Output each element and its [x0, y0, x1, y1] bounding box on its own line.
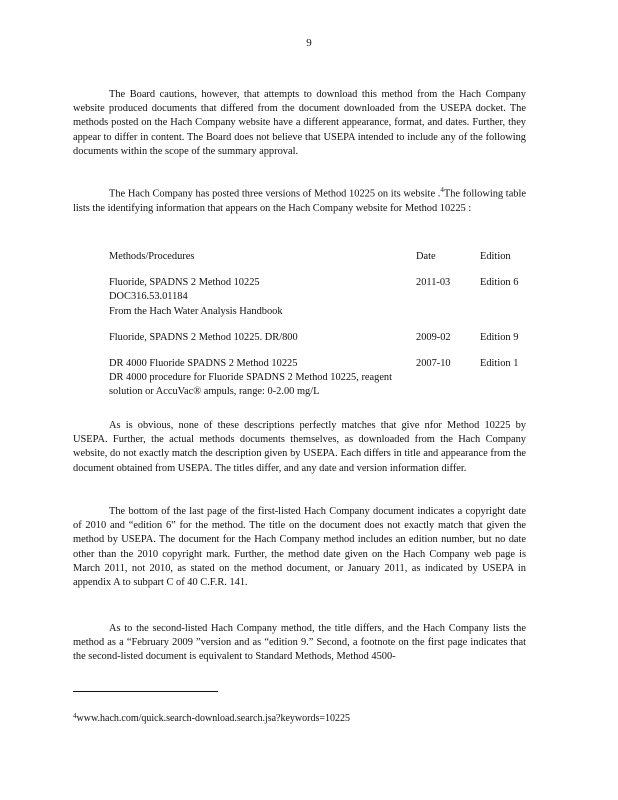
paragraph-text: The Board cautions, however, that attempts to download this method from the Hach Company website produced documents that differed from the document downloaded from the USEPA docket. The methods posted on the Hach Company website have a different appearance, format, and dates. Further, they appear to differ in content. The Board does not believe that USEPA intended to include any of the following documents within the scope of the summary approval.: [73, 89, 526, 157]
paragraph-bottom-of-last-page: [73, 505, 526, 590]
paragraph-board-cautions: [73, 88, 526, 159]
edition-cell: Edition 9: [480, 331, 519, 343]
method-line: DOC316.53.01184: [109, 291, 188, 303]
method-cell: [109, 357, 409, 400]
header-edition: Edition: [480, 251, 511, 262]
paragraph-second-listed: [73, 622, 526, 665]
paragraph-text: As to the second-listed Hach Company method, the title differs, and the Hach Company lists the method as a “February 2009 ”version and as “edition 9.” Second, a footnote on the first page indicates that the second-listed document is equivalent to Standard Methods, Method 4500-: [73, 623, 526, 663]
methods-table: [109, 250, 529, 412]
method-cell: [109, 331, 409, 345]
paragraph-hach-versions: [73, 186, 526, 216]
date-cell: 2009-02: [416, 331, 451, 343]
paragraph-as-is-obvious: [73, 419, 526, 476]
method-line: Fluoride, SPADNS 2 Method 10225. DR/800: [109, 331, 298, 343]
header-methods: Methods/Procedures: [109, 251, 195, 262]
header-date: Date: [416, 251, 436, 262]
table-row: [109, 276, 529, 319]
method-line: DR 4000 procedure for Fluoride SPADNS 2 Method 10225, reagent solution or AccuVac® ampuls, range: 0-2.00 mg/L: [109, 372, 393, 398]
footnote: [73, 712, 533, 726]
method-line: From the Hach Water Analysis Handbook: [109, 305, 283, 317]
date-cell: 2007-10: [416, 358, 451, 370]
method-line: DR 4000 Fluoride SPADNS 2 Method 10225: [109, 358, 298, 370]
table-row: [109, 357, 529, 400]
method-line: Fluoride, SPADNS 2 Method 10225: [109, 277, 260, 289]
paragraph-text: As is obvious, none of these descriptions perfectly matches that give nfor Method 10225 by USEPA. Further, the actual methods documents themselves, as downloaded from the Hach Company website, do not exactly match the description given by USEPA. Each differs in title and appearance from the document obtained from USEPA. The titles differ, and any date and version information differ.: [73, 420, 526, 474]
footnote-divider: [73, 691, 218, 692]
paragraph-text: The Hach Company has posted three versions of Method 10225 on its website .: [109, 188, 441, 200]
page-number: 9: [306, 37, 312, 49]
table-row: [109, 331, 529, 345]
date-cell: 2011-03: [416, 277, 451, 289]
table-header-row: [109, 250, 529, 264]
edition-cell: Edition 1: [480, 358, 519, 370]
edition-cell: Edition 6: [480, 277, 519, 289]
footnote-marker: 4: [73, 712, 77, 720]
method-cell: [109, 276, 409, 319]
paragraph-text: The bottom of the last page of the first-listed Hach Company document indicates a copyright date of 2010 and “edition 6” for the method. The title on the document does not exactly match that given the method by USEPA. The document for the Hach Company method includes an edition number, but no date other than the 2010 copyright mark. Further, the method date given on the Hach Company web page is March 2011, not 2010, as stated on the method document, or January 2011, as indicated by USEPA in appendix A to subpart C of 40 C.F.R. 141.: [73, 506, 526, 589]
paragraph-text: The following table lists the identifying information that appears on the Hach Company website for Method 10225 :: [73, 188, 526, 214]
footnote-reference: 4: [440, 186, 444, 194]
footnote-link[interactable]: www.hach.com/quick.search-download.search.jsa?keywords=10225: [76, 713, 351, 724]
